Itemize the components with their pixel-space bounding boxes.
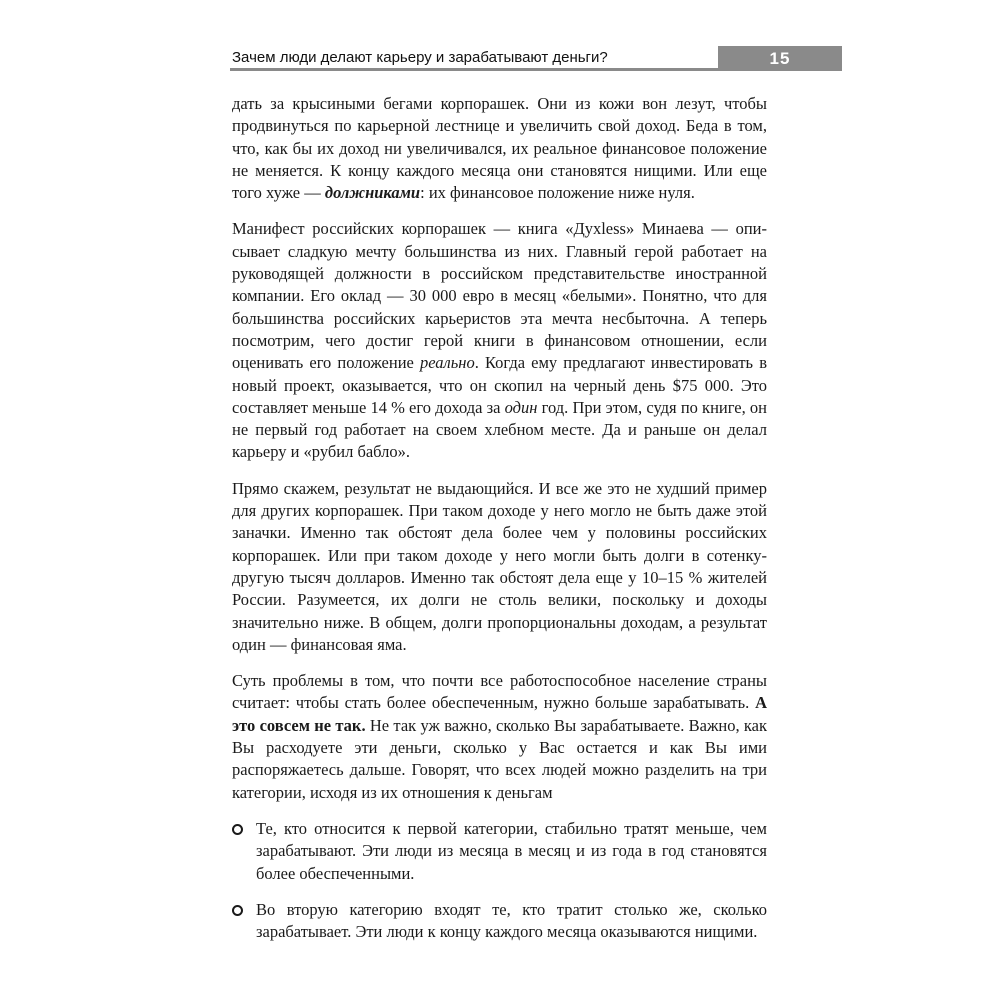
circle-bullet-icon: [232, 905, 243, 916]
list-item: [232, 899, 767, 944]
paragraph-3: Прямо скажем, результат не выдающийся. И все же это не худший пример для других корпорашек. При таком доходе у него могло не быть даже этой заначки. Именно так обстоят дела более чем у половины российских корпорашек. Или при таком доходе у него могли быть долги в сотенку-другую тысяч долларов. Именно так обстоят дела еще у 10–15 % жителей России. Разумеется, их долги не столь велики, поскольку и доходы значительно ниже. В общем, долги пропорциональны доходам, а результат один — финансовая яма.: [232, 478, 767, 654]
emphasis-debtors: должниками: [324, 183, 421, 203]
circle-bullet-icon: [232, 824, 243, 835]
paragraph-2: [232, 218, 767, 463]
emphasis-not-so: А это совсем не так.: [232, 693, 767, 735]
paragraph-1-tail: : их финансовое положение ниже нуля.: [420, 183, 695, 203]
page-number: 15: [718, 46, 842, 71]
list-item: [232, 818, 767, 885]
paragraph-1: [232, 93, 767, 204]
paragraph-2-tail: год. При этом, судя по книге, он не первый год работает на своем хлебном месте. Да и раньше он делал карьеру и «рубил бабло».: [232, 397, 767, 462]
running-title: Зачем люди делают карьеру и зарабатывают деньги?: [232, 49, 608, 66]
paragraph-4-tail: Не так уж важно, сколько Вы зарабатываете. Важно, как Вы расходуете эти деньги, сколько у Вас остается и как Вы ими распоряжаетесь дальше. Говорят, что всех людей можно разделить на три категории, исходя из их отношения к деньгам: [232, 715, 767, 802]
emphasis-really: реально: [419, 353, 475, 373]
paragraph-2-middle: . Когда ему предлагают инвестировать в новый проект, оказывается, что он скопил на черный день $75 000. Это составляет меньше 14 % его дохода за: [232, 353, 767, 417]
text-body: [232, 93, 767, 957]
paragraph-1-text: дать за крысиными бегами корпорашек. Они из кожи вон лезут, чтобы продвинуться по карьерной лестнице и увеличить свой доход. Беда в том, что, как бы их доход ни увеличивался, их реальное финансовое положение не меняется. К концу каждого месяца они становятся нищими. Или еще того хуже —: [232, 94, 767, 203]
paragraph-2-text: Манифест российских корпорашек — книга «Духless» Минаева — описывает сладкую мечту большинства из них. Главный герой работает на руководящей должности в российском представительстве иностранной компании. Его оклад — 30 000 евро в месяц «белыми». Понятно, что для большинства российских карьеристов эта мечта несбыточна. А теперь посмотрим, чего достиг герой книги в финансовом отношении, если оценивать его положение: [232, 219, 767, 373]
paragraph-4: [232, 670, 767, 804]
paragraph-4-text: Суть проблемы в том, что почти все работоспособное население страны считает: чтобы стать более обеспеченным, нужно больше зарабатывать.: [232, 671, 767, 713]
list-item-text: Во вторую категорию входят те, кто тратит столько же, сколько зарабатывает. Эти люди к концу каждого месяца оказываются нищими.: [256, 899, 767, 942]
list-item-text: Те, кто относится к первой категории, стабильно тратят меньше, чем зарабатывают. Эти люди из месяца в месяц и из года в год становятся более обеспеченными.: [256, 818, 767, 883]
emphasis-one: один: [504, 397, 538, 417]
running-header: [230, 46, 842, 72]
